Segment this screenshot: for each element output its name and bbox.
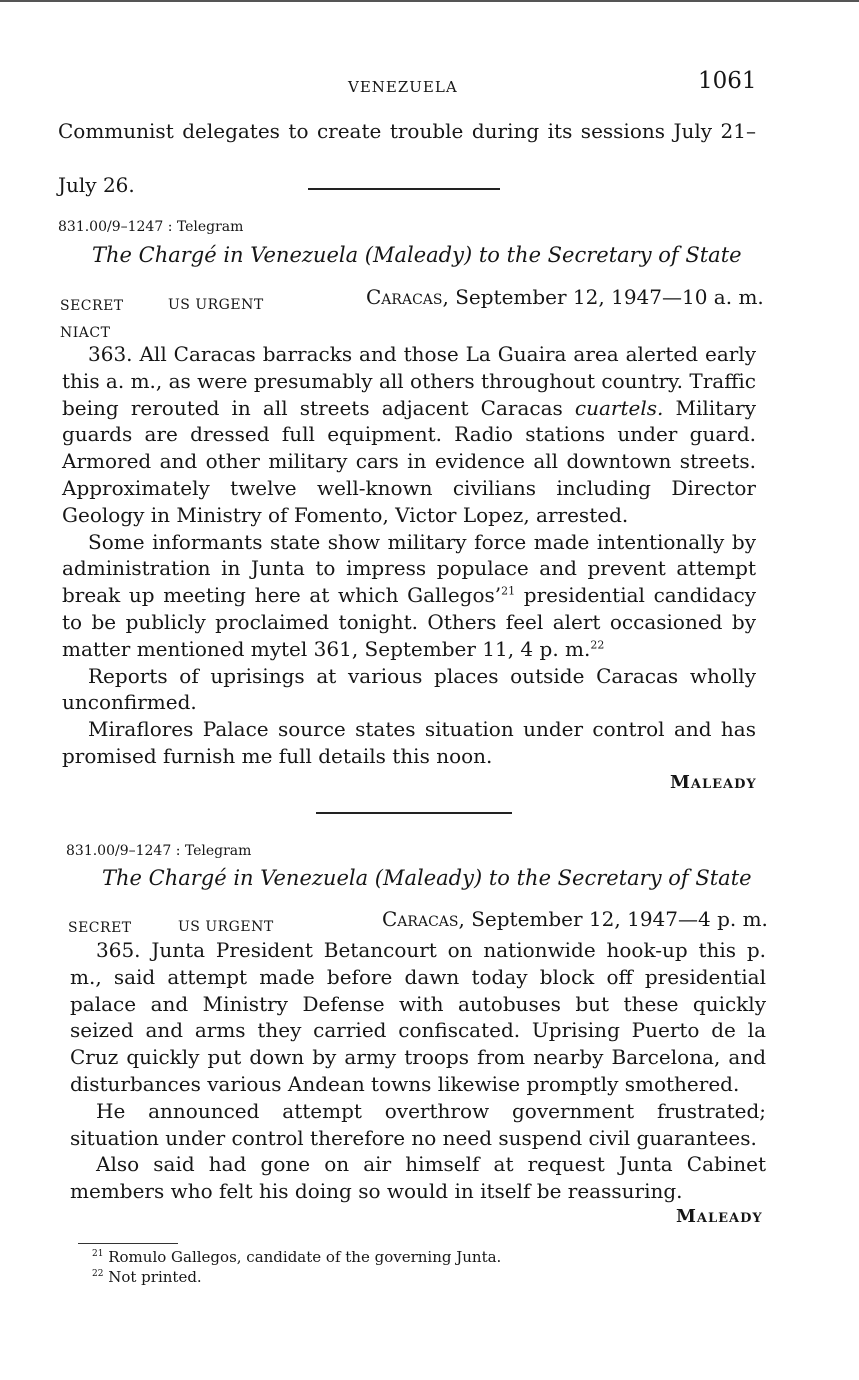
carryover-line-1: Communist delegates to create trouble during its sessions July 21–	[58, 119, 756, 143]
paragraph	[62, 529, 756, 663]
signature: Maleady	[676, 1206, 763, 1227]
paragraph: He announced attempt overthrow government frustrated; situation under control therefore no need suspend civil guarantees.	[70, 1098, 766, 1150]
carryover-line-2: July 26.	[58, 172, 135, 197]
running-header: VENEZUELA	[348, 78, 458, 96]
italic-term: cuartels.	[574, 395, 664, 420]
footnote-text: Romulo Gallegos, candidate of the governing Junta.	[108, 1248, 502, 1266]
telegram-body	[62, 341, 756, 770]
dateline-date: , September 12, 1947—4 p. m.	[458, 907, 768, 931]
footnote-mark: 22	[92, 1269, 104, 1279]
file-reference: 831.00/9–1247 : Telegram	[66, 843, 252, 859]
footnote-mark: 21	[92, 1249, 104, 1259]
classification-label: SECRET	[60, 298, 124, 314]
dateline	[382, 907, 768, 931]
classification-label: SECRET	[68, 920, 132, 936]
priority-label: US URGENT	[168, 297, 264, 313]
paragraph: Reports of uprisings at various places outside Caracas wholly unconfirmed.	[62, 663, 756, 715]
document-heading: The Chargé in Venezuela (Maleady) to the Secretary of State	[92, 243, 742, 267]
paragraph-text: presidential candidacy to be publicly proclaimed tonight. Others feel alert occasioned by matter mentioned mytel 361, September 11, 4 p. m.	[62, 583, 757, 661]
footnote	[92, 1268, 202, 1286]
priority-label: US URGENT	[178, 919, 274, 935]
footnote-rule	[78, 1243, 178, 1244]
niact-label: NIACT	[60, 325, 111, 341]
footnote	[92, 1248, 501, 1266]
footnote-ref: 21	[501, 584, 516, 598]
dateline-place: Caracas	[366, 285, 443, 309]
paragraph-text: 363. All Caracas barracks and those La Guaira area alerted early this a. m., as were presumably all others throughout country. Traffic being rerouted in all streets adjacent Caracas	[62, 342, 756, 420]
file-reference: 831.00/9–1247 : Telegram	[58, 219, 244, 235]
section-divider	[316, 812, 512, 814]
carryover-paragraph	[58, 118, 756, 198]
paragraph-text: Some informants state show military force made intentionally by administration in Junta to impress populace and prevent attempt break up meeting here at which Gallegos’	[62, 529, 756, 608]
paragraph: Also said had gone on air himself at request Junta Cabinet members who felt his doing so would in itself be reassuring.	[70, 1152, 766, 1204]
telegram-body	[70, 937, 766, 1205]
paragraph	[62, 341, 756, 529]
footnote-text: Not printed.	[108, 1268, 202, 1286]
section-divider	[308, 188, 500, 190]
dateline	[366, 285, 764, 309]
dateline-date: , September 12, 1947—10 a. m.	[442, 285, 764, 309]
footnote-ref: 22	[590, 638, 605, 652]
page-number: 1061	[698, 68, 757, 94]
paragraph: 365. Junta President Betancourt on nationwide hook-up this p. m., said attempt made before dawn today block off presidential palace and Ministry Defense with autobuses but these quickly seized and arms they carried confiscated. Uprising Puerto de la Cruz quickly put down by army troops from nearby Barcelona, and disturbances various Andean towns likewise promptly smothered.	[70, 938, 766, 1096]
signature: Maleady	[670, 772, 757, 793]
dateline-place: Caracas	[382, 907, 459, 931]
document-heading: The Chargé in Venezuela (Maleady) to the Secretary of State	[102, 866, 752, 890]
paragraph-text: Military guards are dressed full equipment. Radio stations under guard. Armored and other military cars in evidence all downtown streets. Approximately twelve well-known civilians including Director Geology in Ministry of Fomento, Victor Lopez, arrested.	[62, 395, 756, 527]
paragraph: Miraflores Palace source states situation under control and has promised furnish me full details this noon.	[62, 717, 756, 768]
